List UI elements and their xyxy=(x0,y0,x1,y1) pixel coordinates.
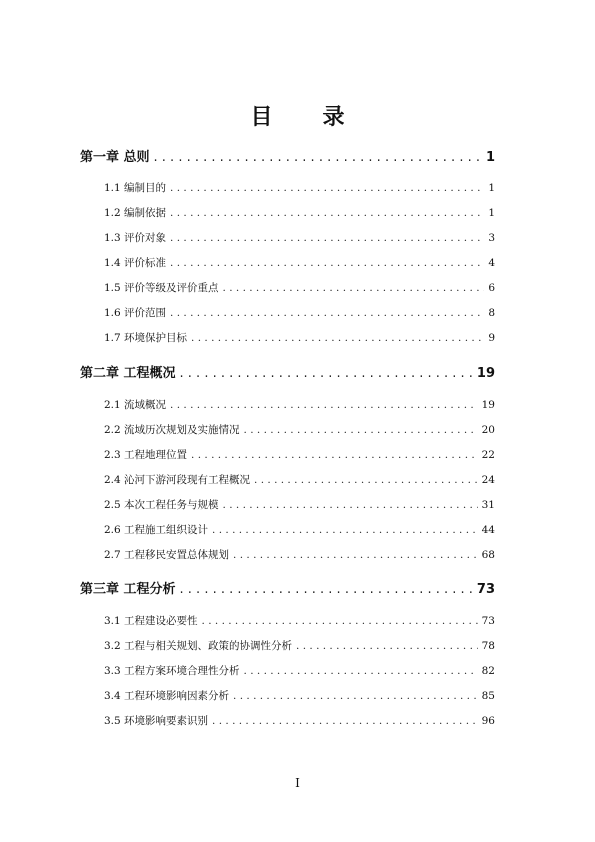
toc-section-row[interactable] xyxy=(104,305,495,320)
dot-leader xyxy=(244,424,478,436)
dot-leader xyxy=(154,150,482,165)
toc-section-row[interactable] xyxy=(104,397,495,412)
toc-page-number: 31 xyxy=(481,499,495,511)
toc-page-number: 44 xyxy=(481,524,495,536)
dot-leader xyxy=(233,690,478,702)
dot-leader xyxy=(296,640,478,652)
dot-leader xyxy=(233,549,478,561)
dot-leader xyxy=(212,715,478,727)
toc-entry-label: 2.2 流域历次规划及实施情况 xyxy=(104,424,240,436)
toc-section-row[interactable] xyxy=(104,472,495,487)
toc-entry-label: 1.7 环境保护目标 xyxy=(104,332,188,344)
toc-entry-label: 1.6 评价范围 xyxy=(104,307,167,319)
toc-section-row[interactable] xyxy=(104,205,495,220)
dot-leader xyxy=(170,399,478,411)
toc-entry-label: 3.4 工程环境影响因素分析 xyxy=(104,690,230,702)
dot-leader xyxy=(170,257,484,269)
toc-section-row[interactable] xyxy=(104,230,495,245)
toc-entry-label: 1.4 评价标准 xyxy=(104,257,167,269)
dot-leader xyxy=(223,499,478,511)
toc-section-row[interactable] xyxy=(104,663,495,678)
toc-page-number: 68 xyxy=(481,549,495,561)
dot-leader xyxy=(170,232,484,244)
dot-leader xyxy=(244,665,478,677)
dot-leader xyxy=(180,582,473,597)
toc-entry-label: 3.5 环境影响要素识别 xyxy=(104,715,209,727)
dot-leader xyxy=(223,282,485,294)
toc-entry-label: 1.1 编制目的 xyxy=(104,182,167,194)
toc-page-number: 1 xyxy=(485,150,495,165)
toc-page-number: 82 xyxy=(481,665,495,677)
toc-page-number: 1 xyxy=(488,207,495,219)
toc-section-row[interactable] xyxy=(104,497,495,512)
page-footer-number: I xyxy=(295,776,300,790)
toc-section-row[interactable] xyxy=(104,330,495,345)
toc-entry-label: 3.2 工程与相关规划、政策的协调性分析 xyxy=(104,640,293,652)
toc-page-number: 3 xyxy=(488,232,495,244)
dot-leader xyxy=(202,615,478,627)
dot-leader xyxy=(254,474,478,486)
toc-page-number: 85 xyxy=(481,690,495,702)
toc-page-number: 1 xyxy=(488,182,495,194)
toc-page-number: 73 xyxy=(481,615,495,627)
toc-page-number: 78 xyxy=(481,640,495,652)
dot-leader xyxy=(180,366,473,381)
toc-page-number: 20 xyxy=(481,424,495,436)
toc-section-row[interactable] xyxy=(104,638,495,653)
toc-section-row[interactable] xyxy=(104,422,495,437)
toc-chapter-row[interactable] xyxy=(80,362,495,381)
dot-leader xyxy=(191,449,478,461)
toc-page-number: 96 xyxy=(481,715,495,727)
toc-section-row[interactable] xyxy=(104,713,495,728)
toc-entry-label: 2.3 工程地理位置 xyxy=(104,449,188,461)
toc-section-row[interactable] xyxy=(104,522,495,537)
toc-entry-label: 2.1 流域概况 xyxy=(104,399,167,411)
toc-page-number: 73 xyxy=(476,582,495,597)
toc-section-row[interactable] xyxy=(104,447,495,462)
toc-entry-label: 2.5 本次工程任务与规模 xyxy=(104,499,219,511)
toc-entry-label: 2.4 沁河下游河段现有工程概况 xyxy=(104,474,251,486)
toc-entry-label: 第三章 工程分析 xyxy=(80,582,176,597)
toc-section-row[interactable] xyxy=(104,255,495,270)
toc-page-number: 19 xyxy=(481,399,495,411)
dot-leader xyxy=(170,307,484,319)
toc-page-number: 9 xyxy=(488,332,495,344)
toc-entry-label: 1.2 编制依据 xyxy=(104,207,167,219)
toc-chapter-row[interactable] xyxy=(80,146,495,165)
toc-page-number: 19 xyxy=(476,366,495,381)
toc-entry-label: 2.7 工程移民安置总体规划 xyxy=(104,549,230,561)
toc-entry-label: 1.3 评价对象 xyxy=(104,232,167,244)
toc-entry-label: 第二章 工程概况 xyxy=(80,366,176,381)
toc-entry-label: 3.3 工程方案环境合理性分析 xyxy=(104,665,240,677)
dot-leader xyxy=(170,182,484,194)
toc-page-number: 8 xyxy=(488,307,495,319)
toc-chapter-row[interactable] xyxy=(80,578,495,597)
toc-entry-label: 3.1 工程建设必要性 xyxy=(104,615,198,627)
toc-page-number: 4 xyxy=(488,257,495,269)
toc-section-row[interactable] xyxy=(104,547,495,562)
toc-section-row[interactable] xyxy=(104,688,495,703)
dot-leader xyxy=(170,207,484,219)
toc-section-row[interactable] xyxy=(104,280,495,295)
toc-entry-label: 2.6 工程施工组织设计 xyxy=(104,524,209,536)
toc-section-row[interactable] xyxy=(104,613,495,628)
toc-page-number: 6 xyxy=(488,282,495,294)
toc-section-row[interactable] xyxy=(104,180,495,195)
toc-entry-label: 1.5 评价等级及评价重点 xyxy=(104,282,219,294)
dot-leader xyxy=(212,524,478,536)
toc-title: 目 录 xyxy=(250,105,359,130)
dot-leader xyxy=(191,332,484,344)
toc-page-number: 22 xyxy=(481,449,495,461)
toc-page-number: 24 xyxy=(481,474,495,486)
toc-entry-label: 第一章 总则 xyxy=(80,150,150,165)
